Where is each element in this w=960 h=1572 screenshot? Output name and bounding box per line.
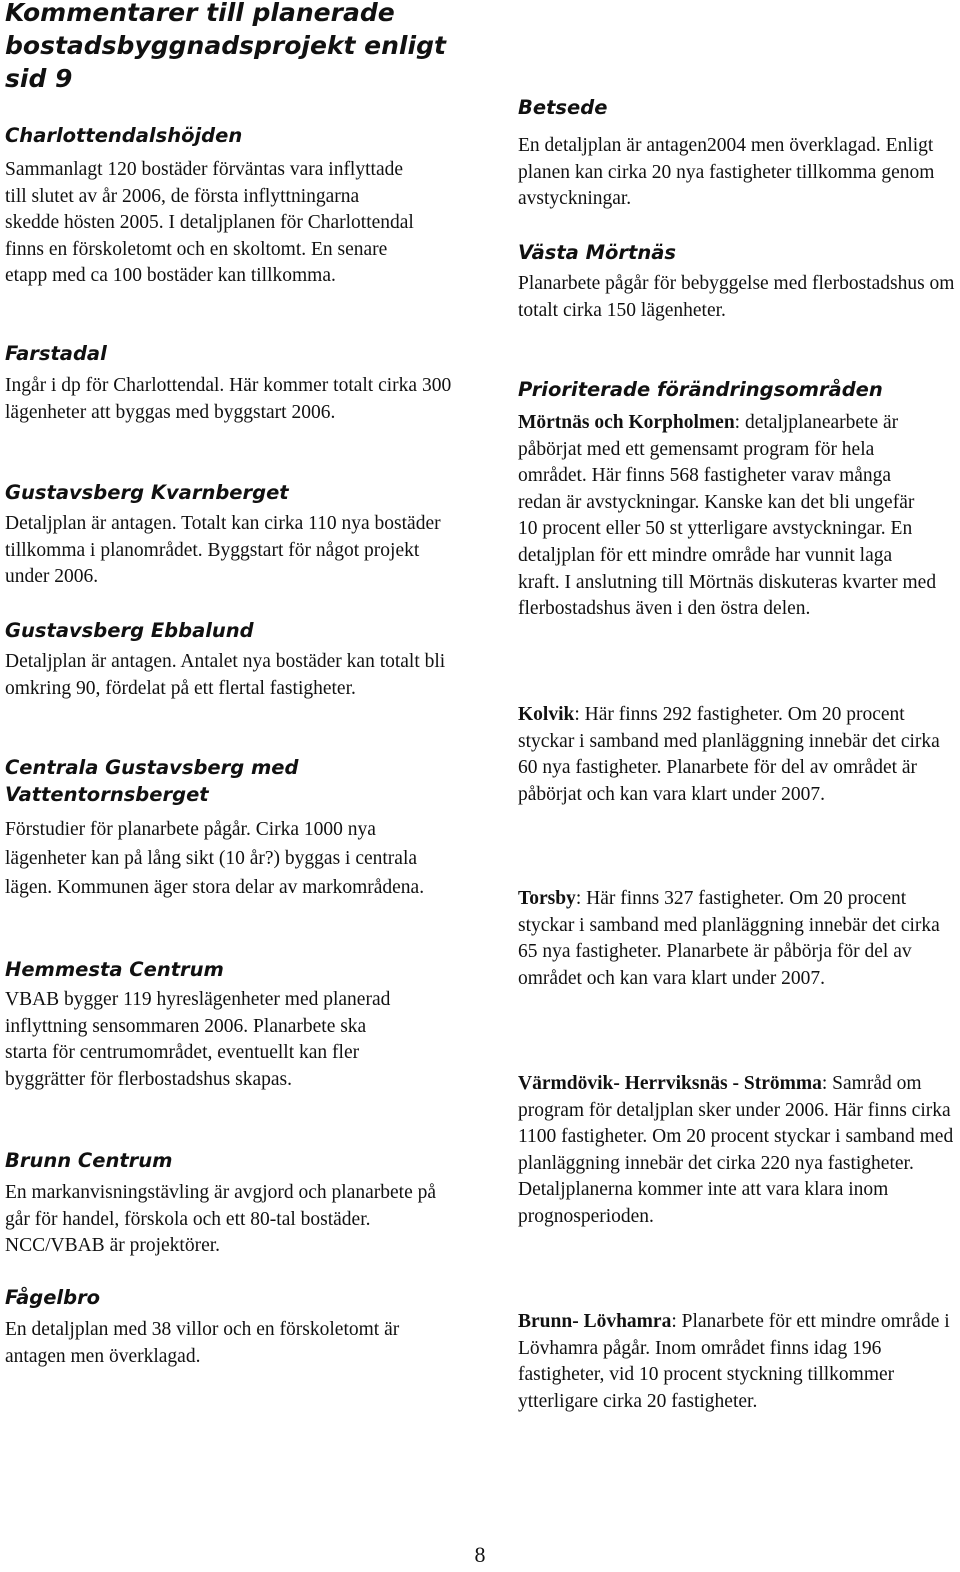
area-text: Här finns 327 fastigheter. Om 20 procent styckar i samband med planläggning innebär det cirka 65 nya fastigheter. Planarbete är påbörja för del av området och kan vara klart under 2007. — [518, 888, 940, 989]
area-name: Värmdövik- Herrviksnäs - Strömma — [518, 1073, 822, 1094]
section-body: Planarbete pågår för bebyggelse med flerbostadshus om totalt cirka 150 lägenheter. — [518, 273, 955, 321]
area-paragraph: Mörtnäs och Korpholmen: detaljplanearbete är påbörjat med ett gemensamt program för hela området. Här finns 568 fastigheter varav många redan är avstyckningar. Kanske kan det bli ungefär 10 procent eller 50 st ytterligare avstyckningar. En detaljplan för ett mindre område har vunnit laga kraft. I anslutning till Mörtnäs diskuteras kvarter med flerbostadshus även i den östra delen. — [518, 412, 937, 620]
page-title: Kommentarer till planerade bostadsbyggnadsprojekt enligt sid 9 — [5, 0, 446, 93]
section-heading: Hemmesta Centrum — [5, 958, 224, 981]
section-body: Ingår i dp för Charlottendal. Här kommer totalt cirka 300 lägenheter att byggas med byggstart 2006. — [5, 375, 452, 423]
section-heading: Farstadal — [5, 342, 107, 365]
area-text: Planarbete för ett mindre område i Lövhamra pågår. Inom området finns idag 196 fastigheter, vid 10 procent styckning tillkommer ytterligare cirka 20 fastigheter. — [518, 1311, 950, 1412]
area-name: Mörtnäs och Korpholmen — [518, 412, 735, 433]
section-heading: Brunn Centrum — [5, 1149, 173, 1172]
area-paragraph: Torsby: Här finns 327 fastigheter. Om 20 procent styckar i samband med planläggning innebär det cirka 65 nya fastigheter. Planarbete är påbörja för del av området och kan vara klart under 2007. — [518, 888, 940, 989]
section-body: En detaljplan med 38 villor och en förskoletomt är antagen men överklagad. — [5, 1319, 400, 1367]
area-name: Brunn- Lövhamra — [518, 1311, 672, 1332]
section-body: Förstudier för planarbete pågår. Cirka 1000 nya lägenheter kan på lång sikt (10 år?) byggas i centrala lägen. Kommunen äger stora delar av markområdena. — [5, 819, 425, 898]
section-body: Detaljplan är antagen. Antalet nya bostäder kan totalt bli omkring 90, fördelat på ett flertal fastigheter. — [5, 651, 446, 699]
section-heading: Fågelbro — [5, 1286, 101, 1309]
area-paragraph: Kolvik: Här finns 292 fastigheter. Om 20 procent styckar i samband med planläggning innebär det cirka 60 nya fastigheter. Planarbete för del av området är påbörjat och kan vara klart under 2007. — [518, 704, 940, 805]
section-heading: Gustavsberg Kvarnberget — [5, 481, 289, 504]
page-number: 8 — [474, 1542, 486, 1567]
section-heading: Centrala Gustavsberg med Vattentornsberget — [5, 756, 299, 806]
section-body: En markanvisningstävling är avgjord och planarbete på går för handel, förskola och ett 80-tal bostäder. NCC/VBAB är projektörer. — [5, 1182, 437, 1257]
area-text: Här finns 292 fastigheter. Om 20 procent styckar i samband med planläggning innebär det cirka 60 nya fastigheter. Planarbete för del av området är påbörjat och kan vara klart under 2007. — [518, 704, 940, 805]
section-heading: Charlottendalshöjden — [5, 124, 243, 147]
area-text: detaljplanearbete är påbörjat med ett gemensamt program för hela området. Här finns 568 fastigheter varav många redan är avstyckningar. Kanske kan det bli ungefär 10 procent eller 50 st ytterligare avstyckningar. En detaljplan för ett mindre område har vunnit laga kraft. I anslutning till Mörtnäs diskuteras kvarter med flerbostadshus även i den östra delen. — [518, 412, 937, 620]
area-paragraph: Värmdövik- Herrviksnäs - Strömma: Samråd om program för detaljplan sker under 2006. Här finns cirka 1100 fastigheter. Om 20 procent styckar i samband med planläggning innebär det cirka 220 nya fastigheter. Detaljplanerna kommer inte att vara klara inom prognosperioden. — [518, 1073, 954, 1227]
section-body: Detaljplan är antagen. Totalt kan cirka 110 nya bostäder tillkomma i planområdet. Byggstart för något projekt under 2006. — [5, 513, 441, 588]
section-heading: Prioriterade förändringsområden — [518, 378, 883, 401]
section-body: En detaljplan är antagen2004 men överklagad. Enligt planen kan cirka 20 nya fastigheter tillkomma genom avstyckningar. — [518, 135, 935, 210]
section-heading: Västa Mörtnäs — [518, 241, 676, 264]
area-paragraph: Brunn- Lövhamra: Planarbete för ett mindre område i Lövhamra pågår. Inom området finns idag 196 fastigheter, vid 10 procent styckning tillkommer ytterligare cirka 20 fastigheter. — [518, 1311, 950, 1412]
area-name: Kolvik — [518, 704, 575, 725]
area-name: Torsby — [518, 888, 576, 909]
section-heading: Betsede — [518, 96, 608, 119]
section-heading: Gustavsberg Ebbalund — [5, 619, 254, 642]
area-text: Samråd om program för detaljplan sker under 2006. Här finns cirka 1100 fastigheter. Om 20 procent styckar i samband med planläggning innebär det cirka 220 nya fastigheter. Detaljplanerna kommer inte att vara klara inom prognosperioden. — [518, 1073, 954, 1227]
section-body: VBAB bygger 119 hyreslägenheter med planerad inflyttning sensommaren 2006. Planarbete ska starta för centrumområdet, eventuellt kan fler byggrätter för flerbostadshus skapas. — [5, 989, 391, 1090]
section-body: Sammanlagt 120 bostäder förväntas vara inflyttade till slutet av år 2006, de första inflyttningarna skedde hösten 2005. I detaljplanen för Charlottendal finns en förskoletomt och en skoltomt. En senare etapp med ca 100 bostäder kan tillkomma. — [5, 159, 414, 287]
